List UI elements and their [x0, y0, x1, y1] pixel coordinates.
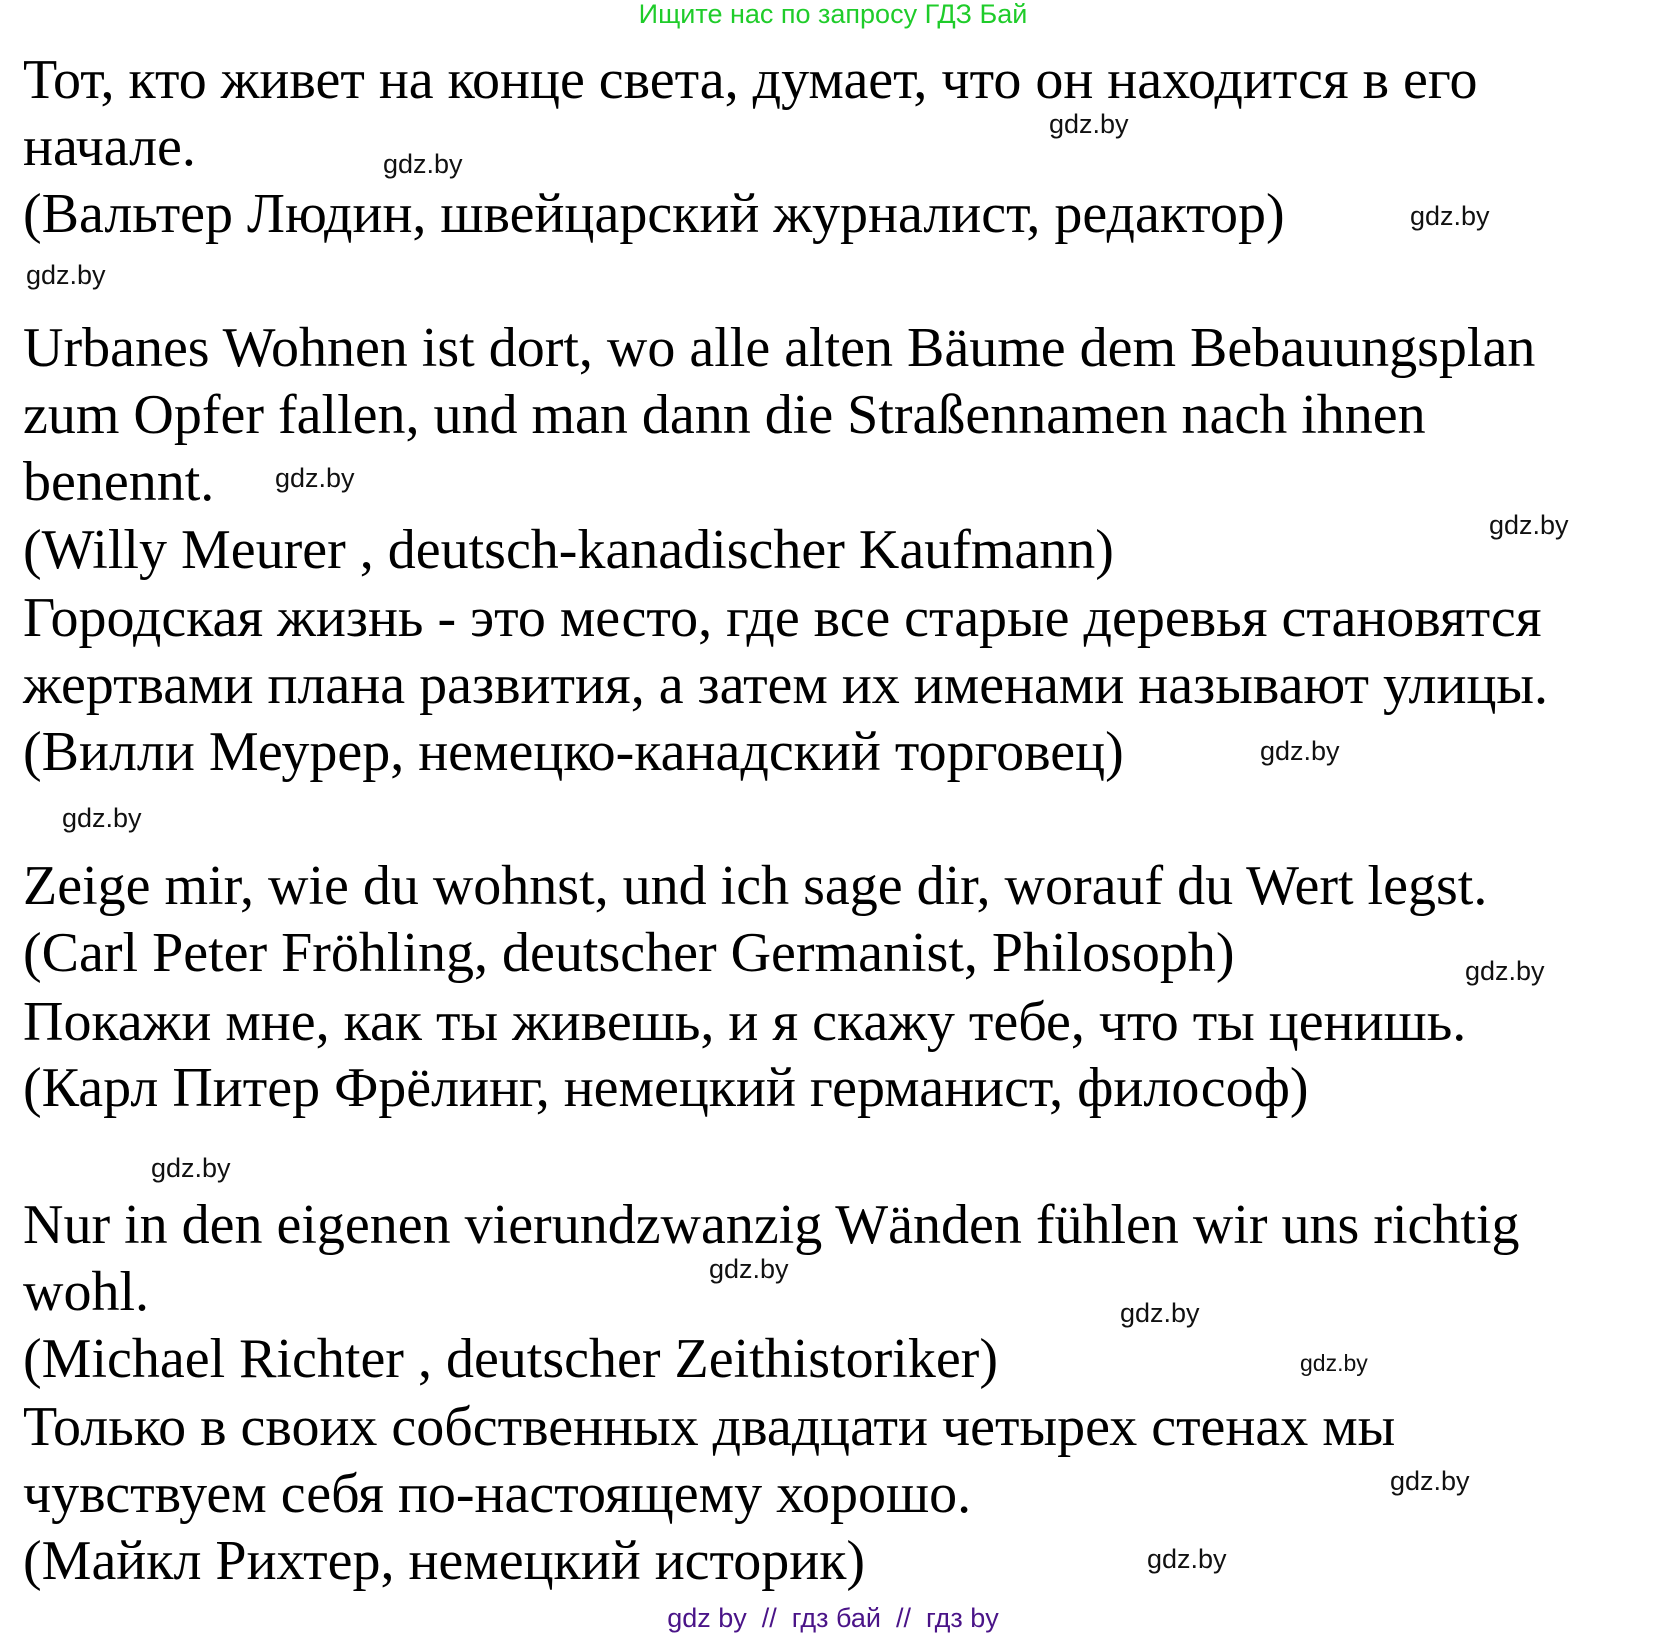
text-line: Покажи мне, как ты живешь, и я скажу тебе, что ты ценишь. — [23, 991, 1467, 1053]
text-line: (Вилли Меурер, немецко-канадский торговец) — [23, 721, 1124, 783]
footer-banner: gdz by // гдз бай // гдз by — [667, 1603, 999, 1633]
text-line: Городская жизнь - это место, где все старые деревья становятся — [23, 587, 1542, 649]
text-line: (Michael Richter , deutscher Zeithistoriker) — [23, 1328, 998, 1390]
watermark: gdz.by — [383, 149, 463, 179]
text-line: начале. — [23, 116, 196, 178]
text-line: (Карл Питер Фрёлинг, немецкий германист, философ) — [23, 1057, 1309, 1119]
text-line: (Carl Peter Fröhling, deutscher Germanist, Philosoph) — [23, 922, 1235, 984]
watermark: gdz.by — [1049, 109, 1129, 139]
watermark: gdz.by — [151, 1153, 231, 1183]
text-line: чувствуем себя по-настоящему хорошо. — [23, 1463, 972, 1525]
text-line: Только в своих собственных двадцати четырех стенах мы — [23, 1396, 1396, 1458]
text-line: Тот, кто живет на конце света, думает, что он находится в его — [23, 49, 1478, 111]
text-line: Urbanes Wohnen ist dort, wo alle alten Bäume dem Bebauungsplan — [23, 317, 1536, 379]
text-line: benennt. — [23, 451, 215, 513]
watermark: gdz.by — [1410, 201, 1490, 231]
text-line: жертвами плана развития, а затем их именами называют улицы. — [23, 654, 1549, 716]
watermark: gdz.by — [1390, 1466, 1470, 1496]
text-line: (Майкл Рихтер, немецкий историк) — [23, 1530, 866, 1592]
watermark: gdz.by — [1465, 956, 1545, 986]
watermark: gdz.by — [1147, 1544, 1227, 1574]
watermark: gdz.by — [1489, 510, 1569, 540]
text-line: (Вальтер Людин, швейцарский журналист, редактор) — [23, 183, 1285, 245]
text-line: (Willy Meurer , deutsch-kanadischer Kaufmann) — [23, 519, 1114, 581]
text-line: Nur in den eigenen vierundzwanzig Wänden fühlen wir uns richtig — [23, 1194, 1520, 1256]
header-banner: Ищите нас по запросу ГДЗ Бай — [638, 0, 1028, 29]
watermark: gdz.by — [1120, 1298, 1200, 1328]
watermark: gdz.by — [26, 260, 106, 290]
watermark: gdz.by — [709, 1254, 789, 1284]
watermark: gdz.by — [1260, 736, 1340, 766]
text-line: Zeige mir, wie du wohnst, und ich sage dir, worauf du Wert legst. — [23, 855, 1488, 917]
watermark: gdz.by — [275, 463, 355, 493]
text-line: wohl. — [23, 1261, 149, 1323]
text-line: zum Opfer fallen, und man dann die Straßennamen nach ihnen — [23, 384, 1426, 446]
watermark: gdz.by — [1300, 1350, 1368, 1376]
watermark: gdz.by — [62, 803, 142, 833]
